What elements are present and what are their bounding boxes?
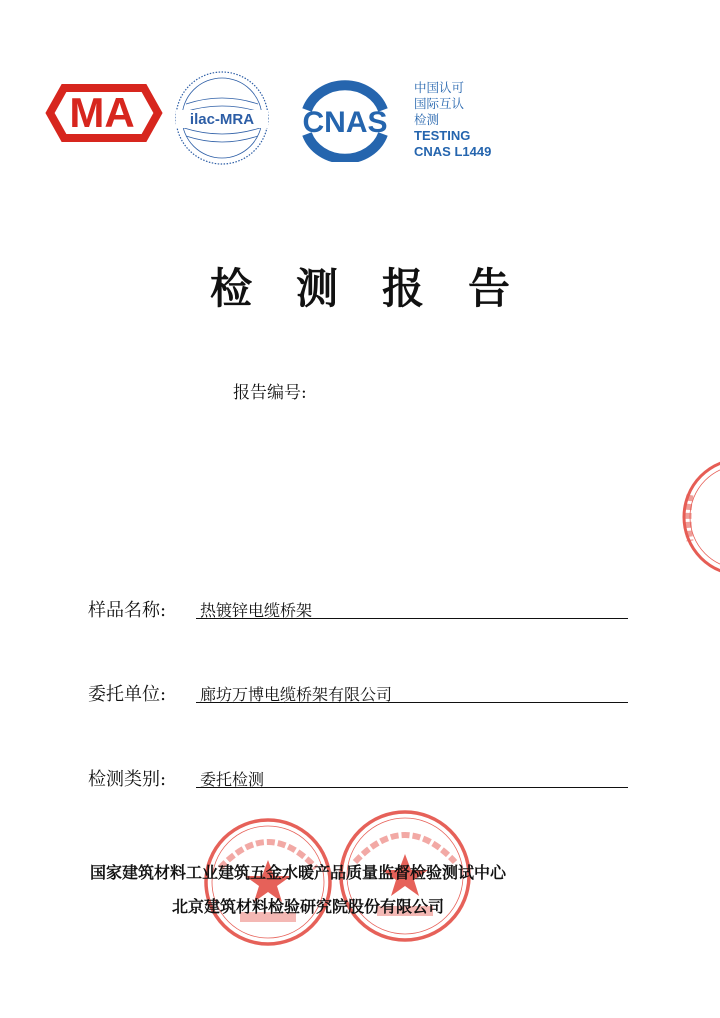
report-number-label: 报告编号:: [233, 383, 307, 403]
cnas-line-5: CNAS L1449: [414, 144, 492, 159]
svg-text:MA: MA: [69, 89, 135, 136]
cnas-line-3: 检测: [414, 112, 440, 127]
test-type-label: 检测类别:: [88, 769, 167, 790]
edge-seal-stamp: [680, 455, 720, 580]
svg-text:CNAS: CNAS: [302, 106, 388, 139]
test-type-underline: [196, 787, 628, 788]
cnas-line-4: TESTING: [414, 128, 471, 143]
report-title: 检测报告: [209, 264, 554, 313]
svg-text:ilac-MRA: ilac-MRA: [189, 111, 255, 128]
cnas-line-2: 国际互认: [414, 96, 465, 111]
client-label: 委托单位:: [88, 684, 167, 705]
cma-logo: [44, 82, 164, 144]
test-type-value: 委托检测: [200, 770, 265, 789]
client-underline: [196, 702, 628, 703]
sample-name-label: 样品名称:: [88, 600, 167, 621]
organization-line-1: 国家建筑材料工业建筑五金水暖产品质量监督检验测试中心: [90, 863, 507, 882]
cnas-logo: [287, 80, 403, 162]
organization-line-2: 北京建筑材料检验研究院股份有限公司: [172, 897, 445, 916]
sample-name-underline: [196, 618, 628, 619]
cnas-accreditation-text: [414, 80, 491, 160]
ilac-mra-logo: [172, 70, 272, 166]
sample-name-value: 热镀锌电缆桥架: [200, 601, 313, 620]
cnas-line-1: 中国认可: [414, 80, 465, 95]
client-value: 廊坊万博电缆桥架有限公司: [200, 685, 393, 704]
